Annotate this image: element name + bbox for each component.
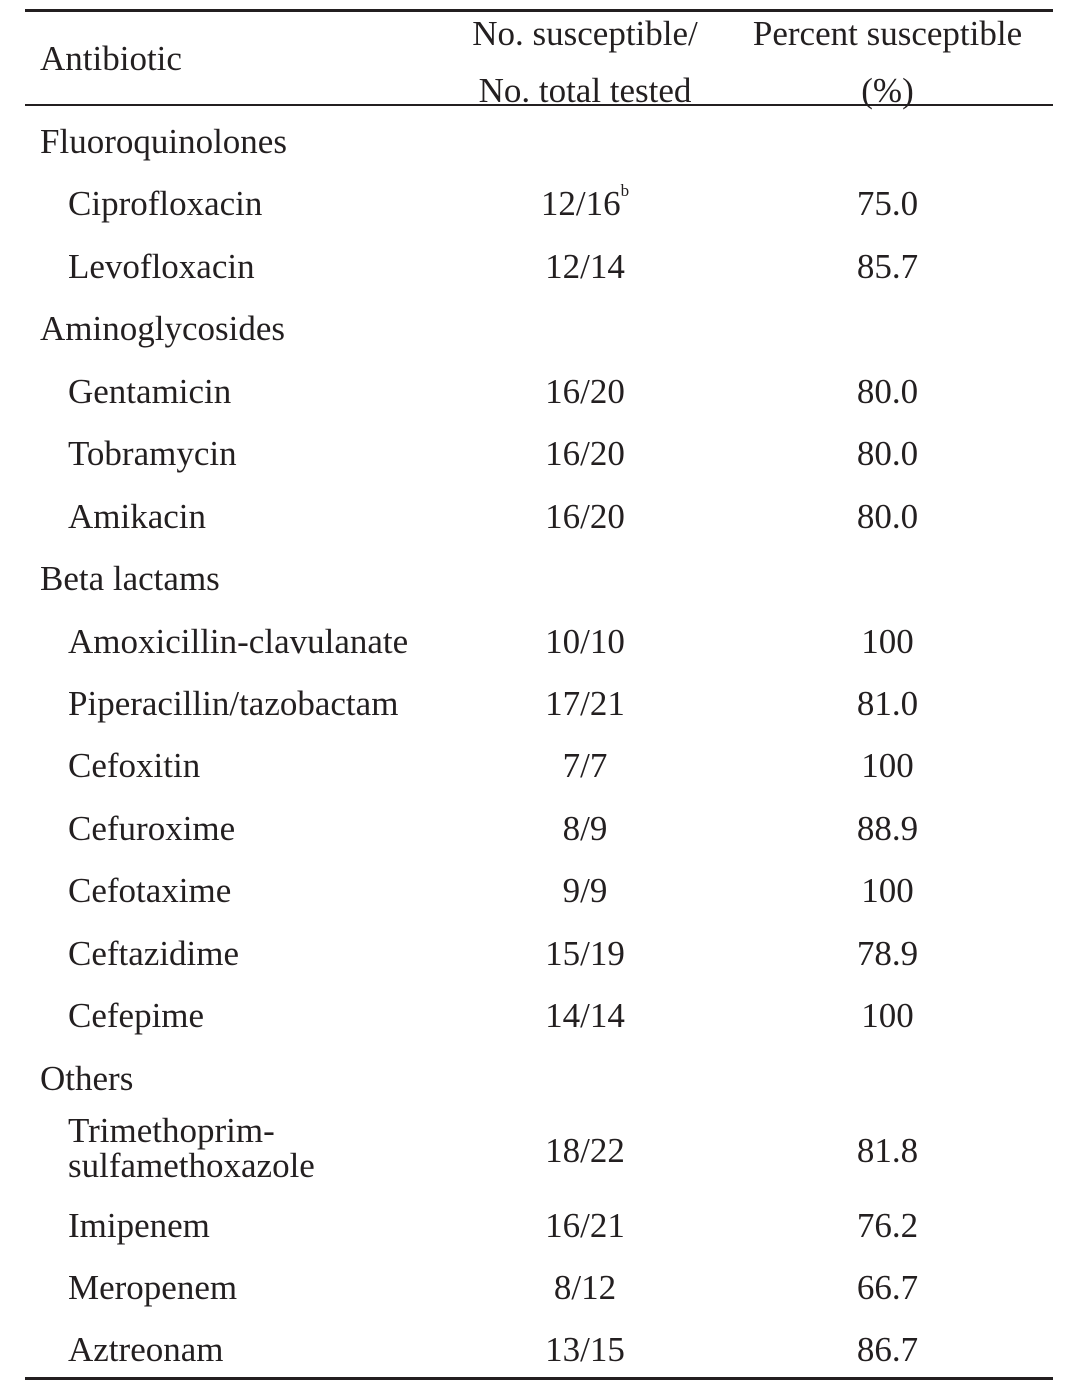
- antibiotic-name: [68, 1113, 428, 1183]
- percent-susceptible: 80.0: [856, 434, 919, 473]
- susceptible-count-value: 18/22: [545, 1131, 625, 1170]
- susceptible-count: [445, 434, 725, 474]
- antibiotic-name: Cefepime: [68, 996, 205, 1035]
- percent-susceptible: 100: [861, 622, 914, 661]
- susceptible-count: [445, 1268, 725, 1308]
- susceptible-count: [445, 622, 725, 662]
- susceptible-count: [445, 497, 725, 537]
- group-label: Others: [40, 1059, 134, 1098]
- susceptible-count: [445, 1206, 725, 1246]
- antibiotic-name: Gentamicin: [68, 372, 232, 411]
- susceptible-count: [445, 871, 725, 911]
- susceptible-count-value: 16/20: [545, 497, 625, 536]
- percent-susceptible: 100: [861, 996, 914, 1035]
- percent-susceptible: 86.7: [856, 1330, 919, 1369]
- antibiotic-name: Ceftazidime: [68, 934, 240, 973]
- footnote-marker: b: [620, 181, 630, 201]
- percent-susceptible: 81.0: [856, 684, 919, 723]
- susceptible-count: [445, 247, 725, 287]
- group-label: Aminoglycosides: [40, 309, 285, 348]
- susceptible-count-value: 16/20: [545, 372, 625, 411]
- percent-susceptible: 80.0: [856, 372, 919, 411]
- percent-susceptible: 80.0: [856, 497, 919, 536]
- antibiotic-name: Aztreonam: [68, 1330, 224, 1369]
- susceptible-count-value: 12/14: [545, 247, 625, 286]
- percent-susceptible: 75.0: [856, 184, 919, 223]
- susceptible-count-value: 16/21: [545, 1206, 625, 1245]
- antibiotic-name: Ciprofloxacin: [68, 184, 263, 223]
- percent-susceptible: 78.9: [856, 934, 919, 973]
- susceptible-count: [445, 684, 725, 724]
- susceptible-count-value: 13/15: [545, 1330, 625, 1369]
- susceptible-count: [445, 809, 725, 849]
- header-antibiotic: Antibiotic: [40, 39, 182, 78]
- antibiotic-name: Meropenem: [68, 1268, 238, 1307]
- susceptible-count-value: 7/7: [562, 746, 608, 785]
- susceptible-count-value: 16/20: [545, 434, 625, 473]
- susceptible-count-value: 15/19: [545, 934, 625, 973]
- susceptible-count: [445, 372, 725, 412]
- percent-susceptible: 88.9: [856, 809, 919, 848]
- antibiotic-name: Tobramycin: [68, 434, 237, 473]
- header-percent-line2: (%): [861, 71, 914, 110]
- susceptible-count: [445, 746, 725, 786]
- antibiotic-name: Amikacin: [68, 497, 207, 536]
- susceptible-count-value: 8/12: [553, 1268, 617, 1307]
- susceptible-count: [445, 1330, 725, 1370]
- susceptible-count: [445, 934, 725, 974]
- susceptible-count: [445, 1131, 725, 1171]
- antibiotic-name: Cefotaxime: [68, 871, 232, 910]
- antibiotic-name: Amoxicillin-clavulanate: [68, 622, 409, 661]
- antibiotic-name: Imipenem: [68, 1206, 210, 1245]
- percent-susceptible: 100: [861, 871, 914, 910]
- percent-susceptible: 76.2: [856, 1206, 919, 1245]
- antibiotic-name: Piperacillin/tazobactam: [68, 684, 399, 723]
- percent-susceptible: 81.8: [856, 1131, 919, 1170]
- header-percent-line1: Percent susceptible: [752, 14, 1023, 53]
- antibiotic-name: Levofloxacin: [68, 247, 255, 286]
- susceptible-count-value: 12/16: [540, 184, 621, 223]
- percent-susceptible: 66.7: [856, 1268, 919, 1307]
- susceptible-count-value: 17/21: [545, 684, 625, 723]
- antibiotic-name-line: sulfamethoxazole: [68, 1146, 315, 1185]
- antibiotic-name: Cefuroxime: [68, 809, 236, 848]
- susceptible-count-value: 10/10: [545, 622, 625, 661]
- group-label: Beta lactams: [40, 559, 220, 598]
- antibiotic-name-line: Trimethoprim-: [68, 1111, 275, 1150]
- susceptible-count-value: 8/9: [562, 809, 608, 848]
- susceptible-count: [445, 996, 725, 1036]
- susceptible-count-value: 9/9: [562, 871, 608, 910]
- susceptible-count: [445, 181, 725, 224]
- susceptible-count-value: 14/14: [545, 996, 625, 1035]
- header-count-line1: No. susceptible/: [472, 14, 698, 53]
- percent-susceptible: 100: [861, 746, 914, 785]
- group-label: Fluoroquinolones: [40, 122, 287, 161]
- header-count-line2: No. total tested: [478, 71, 692, 110]
- percent-susceptible: 85.7: [856, 247, 919, 286]
- antibiotic-name: Cefoxitin: [68, 746, 201, 785]
